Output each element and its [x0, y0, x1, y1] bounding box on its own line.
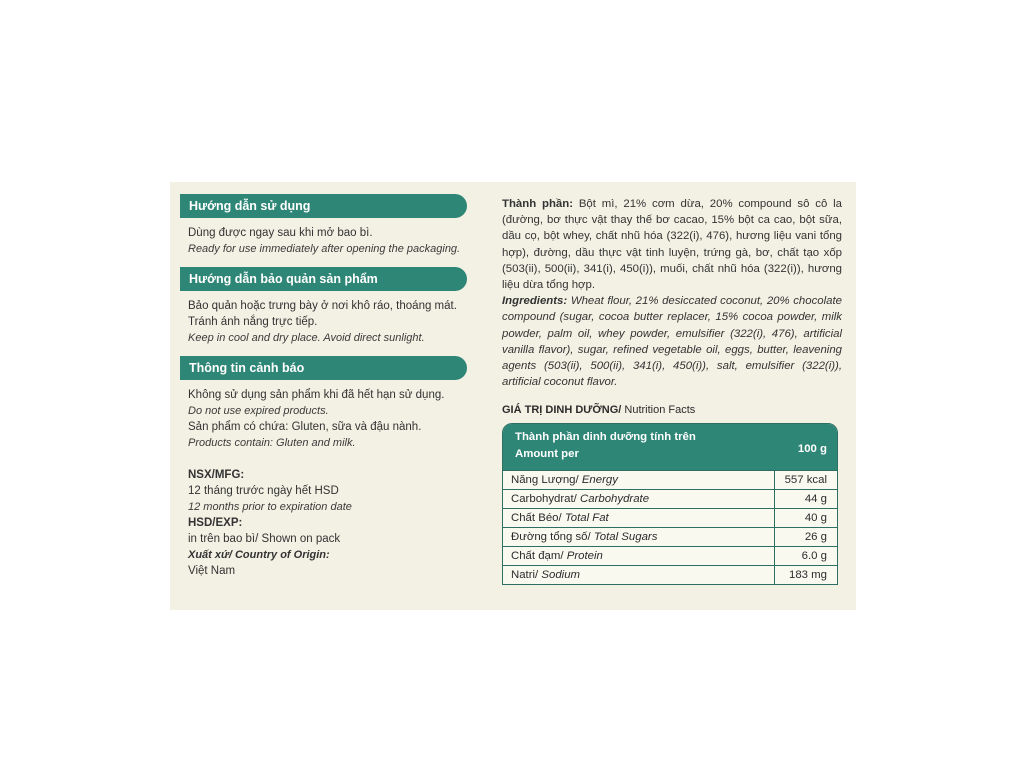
nutrition-row — [503, 527, 837, 546]
nutrition-row — [503, 470, 837, 489]
nutrient-name-vi: Chất Béo/ — [511, 512, 565, 525]
nutrient-name — [503, 547, 775, 565]
mfg-text-vi: 12 tháng trước ngày hết HSD — [188, 485, 339, 497]
nutrient-name — [503, 566, 775, 584]
nutrition-row — [503, 546, 837, 565]
mfg-label: NSX/MFG: — [188, 469, 245, 481]
ingredients-en-label: Ingredients: — [502, 295, 568, 308]
nutrient-value: 183 mg — [789, 569, 827, 582]
exp-value: in trên bao bì/ Shown on pack — [188, 533, 341, 545]
nutrient-name-vi: Chất đạm/ — [511, 550, 567, 563]
storage-section — [180, 267, 498, 346]
warning-heading: Thông tin cảnh báo — [180, 356, 467, 380]
storage-text-vi-1: Bảo quản hoặc trưng bày ở nơi khô ráo, thoáng mát. — [188, 300, 457, 312]
usage-section — [180, 194, 498, 257]
nutrient-name — [503, 509, 775, 527]
header-line-2: Amount per — [515, 448, 579, 461]
nutrition-title-vi: GIÁ TRỊ DINH DƯỠNG/ — [502, 404, 622, 417]
nutrient-name — [503, 528, 775, 546]
header-line-1: Thành phần dinh dưỡng tính trên — [515, 431, 696, 444]
nutrition-title — [502, 404, 842, 416]
exp-label: HSD/EXP: — [188, 517, 243, 529]
origin-value: Việt Nam — [188, 565, 236, 577]
nutrient-name-en: Protein — [566, 550, 603, 563]
warning-text-en-2: Products contain: Gluten and milk. — [188, 437, 356, 449]
nutrient-name-vi: Năng Lượng/ — [511, 474, 582, 487]
left-column — [180, 194, 498, 589]
product-label-panel — [170, 182, 856, 610]
origin-label: Xuất xứ/ Country of Origin: — [188, 549, 330, 561]
nutrient-value: 40 g — [804, 512, 827, 525]
nutrient-value: 6.0 g — [801, 550, 827, 563]
nutrition-row — [503, 508, 837, 527]
nutrient-name-vi: Carbohydrat/ — [511, 493, 581, 506]
nutrient-name-en: Sodium — [541, 569, 581, 582]
nutrition-row — [503, 489, 837, 508]
nutrient-name-en: Energy — [581, 474, 618, 487]
usage-heading: Hướng dẫn sử dụng — [180, 194, 467, 218]
nutrient-name-en: Total Sugars — [593, 531, 658, 544]
ingredients-vi — [502, 196, 842, 293]
warning-text-vi-2: Sản phẩm có chứa: Gluten, sữa và đậu nành. — [188, 421, 422, 433]
nutrient-value: 26 g — [804, 531, 827, 544]
nutrient-name-en: Carbohydrate — [580, 493, 650, 506]
nutrition-title-en: Nutrition Facts — [621, 404, 696, 417]
nutrient-name — [503, 490, 775, 508]
usage-text-en: Ready for use immediately after opening the packaging. — [188, 243, 461, 255]
nutrient-name — [503, 471, 775, 489]
ingredients-vi-label: Thành phần: — [502, 198, 573, 210]
ingredients-en — [502, 293, 842, 390]
nutrition-table-header — [503, 424, 837, 470]
warning-text-en-1: Do not use expired products. — [188, 405, 329, 417]
nutrient-value: 44 g — [804, 493, 827, 506]
ingredients-en-text: Wheat flour, 21% desiccated coconut, 20% chocolate compound (sugar, cocoa butter replacer, 15% cocoa powder, milk powder, palm oil, whey powder, emulsifier (322(i), 476), artificial vanilla flavor), sugar, refined vegetable oil, eggs, butter, leavening agents (503(ii), 500(ii), 341(i), 450(i)), salt, emulsifier (322(i)), artificial coconut flavor. — [502, 295, 842, 389]
right-column — [502, 196, 842, 585]
usage-text-vi: Dùng được ngay sau khi mở bao bì. — [188, 227, 373, 239]
nutrition-row — [503, 565, 837, 584]
ingredients-vi-text: Bột mì, 21% cơm dừa, 20% compound sô cô la (đường, bơ thực vật thay thế bơ cacao, 15% bột ca cao, bột sữa, dầu cọ, bột whey, chất nhũ hóa (322(i), 476), hương liệu vani tổng hợp), đường, dầu thực vật tinh luyện, trứng gà, bơ, chất tạo xốp (503(ii), 500(ii), 341(i), 450(i)), muối, chất nhũ hóa (322(i)), hương liệu dừa tổng hợp. — [502, 198, 842, 292]
nutrient-name-vi: Natri/ — [511, 569, 542, 582]
nutrient-value: 557 kcal — [784, 474, 827, 487]
nutrition-table — [502, 423, 838, 585]
header-value: 100 g — [797, 443, 827, 456]
mfg-text-en: 12 months prior to expiration date — [188, 501, 352, 513]
warning-text-vi-1: Không sử dụng sản phẩm khi đã hết hạn sử dụng. — [188, 389, 445, 401]
nutrient-name-en: Total Fat — [564, 512, 609, 525]
nutrient-name-vi: Đường tổng số/ — [511, 531, 594, 544]
storage-heading: Hướng dẫn bảo quản sản phẩm — [180, 267, 467, 291]
warning-section — [180, 356, 498, 579]
storage-text-vi-2: Tránh ánh nắng trực tiếp. — [188, 316, 318, 328]
storage-text-en: Keep in cool and dry place. Avoid direct sunlight. — [188, 332, 425, 344]
